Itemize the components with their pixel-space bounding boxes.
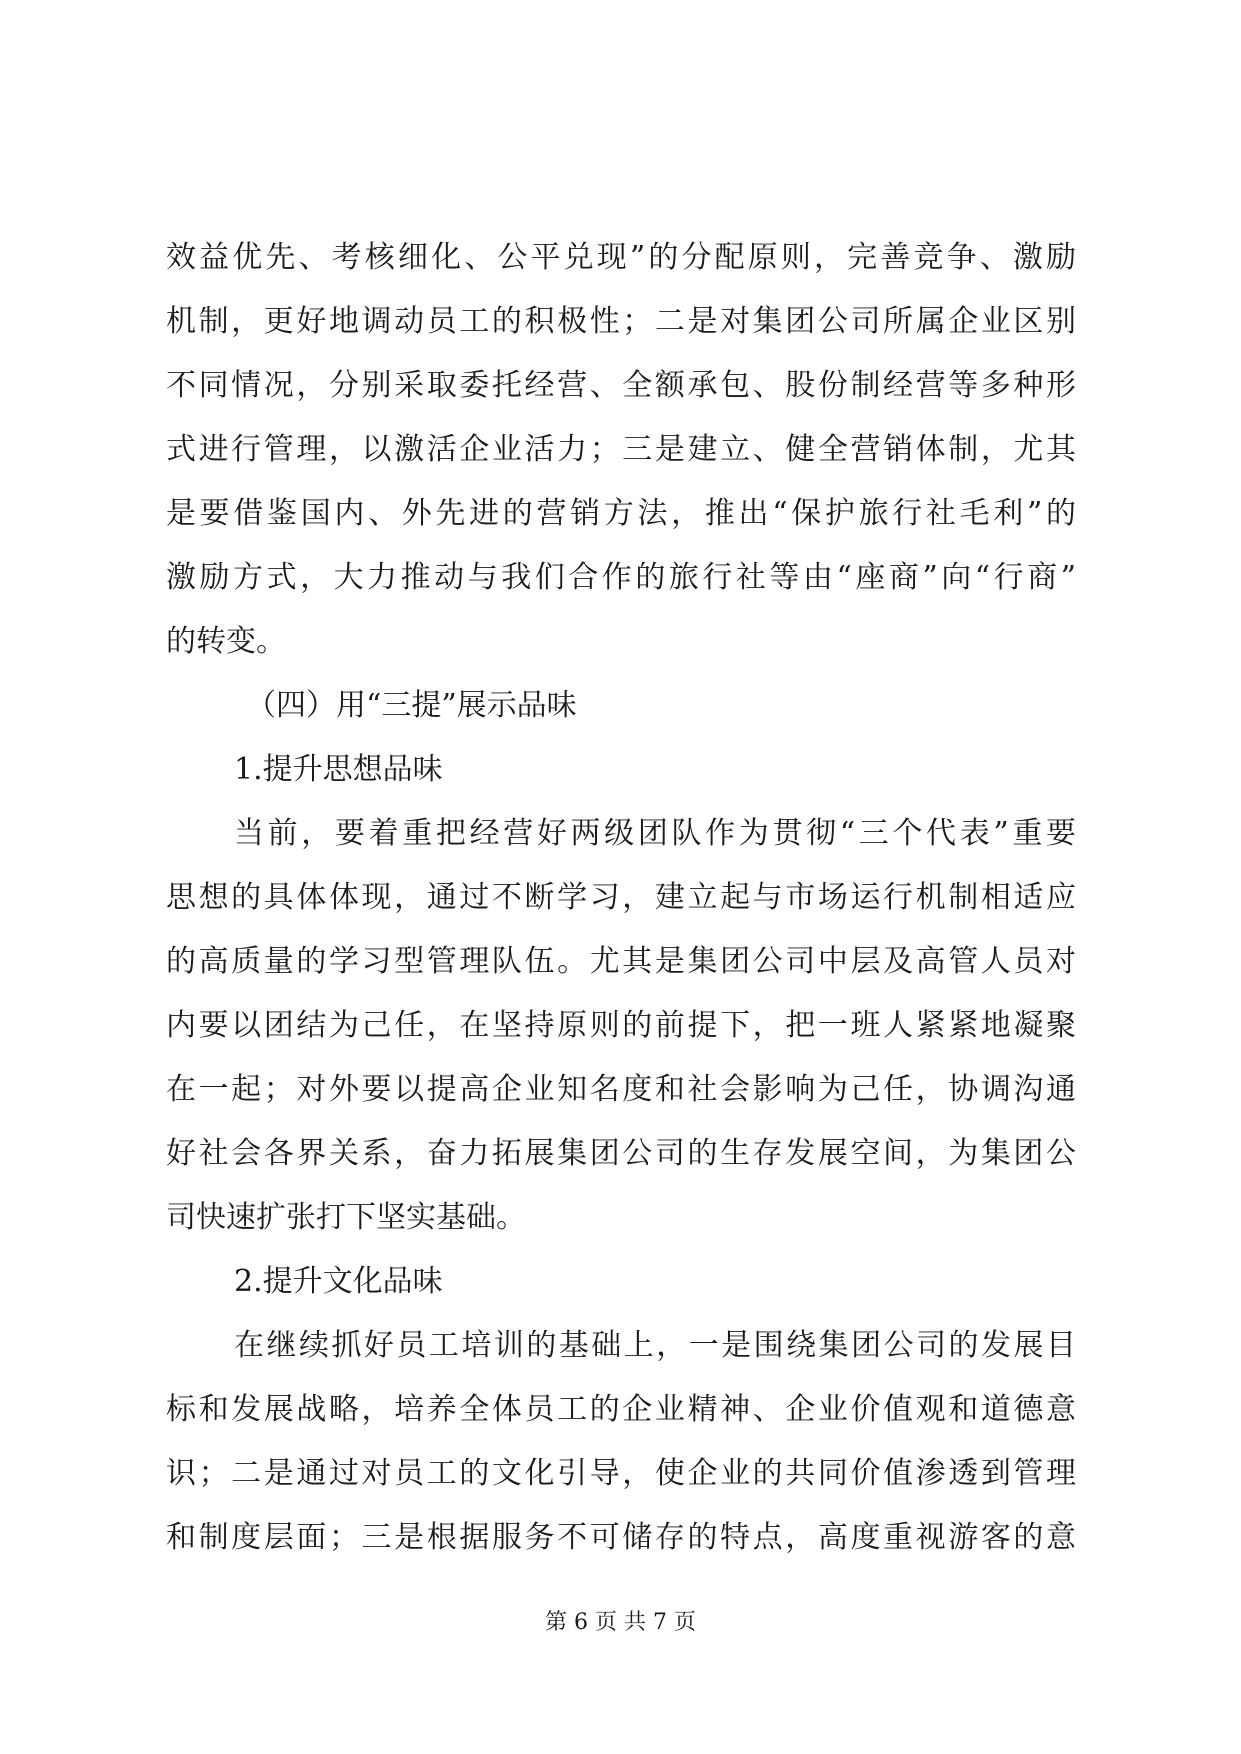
text-line: 式进行管理，以激活企业活力；三是建立、健全营销体制，尤其 — [166, 432, 1076, 467]
page-number-footer: 第 6 页 共 7 页 — [545, 1610, 696, 1635]
text-line: 不同情况，分别采取委托经营、全额承包、股份制经营等多种形 — [166, 368, 1076, 403]
text-line: 思想的具体体现，通过不断学习，建立起与市场运行机制相适应 — [166, 880, 1076, 915]
text-line: 的转变。 — [166, 624, 286, 659]
text-line: 司快速扩张打下坚实基础。 — [166, 1200, 526, 1235]
text-line: 的高质量的学习型管理队伍。尤其是集团公司中层及高管人员对 — [166, 944, 1076, 979]
subsection-heading: 1.提升思想品味 — [234, 752, 443, 787]
section-heading: （四）用“三提”展示品味 — [246, 688, 577, 723]
text-line: 激励方式，大力推动与我们合作的旅行社等由“座商”向“行商” — [166, 560, 1076, 595]
text-line: 效益优先、考核细化、公平兑现”的分配原则，完善竞争、激励 — [166, 240, 1076, 275]
text-line: 好社会各界关系，奋力拓展集团公司的生存发展空间，为集团公 — [166, 1136, 1076, 1171]
text-line: 是要借鉴国内、外先进的营销方法，推出“保护旅行社毛利”的 — [166, 496, 1076, 531]
document-body — [166, 226, 1076, 1570]
text-line: 在继续抓好员工培训的基础上，一是围绕集团公司的发展目 — [234, 1328, 1076, 1363]
text-line: 和制度层面；三是根据服务不可储存的特点，高度重视游客的意 — [166, 1520, 1076, 1555]
subsection-heading: 2.提升文化品味 — [234, 1264, 443, 1299]
text-line: 当前，要着重把经营好两级团队作为贯彻“三个代表”重要 — [234, 816, 1076, 851]
text-line: 内要以团结为己任，在坚持原则的前提下，把一班人紧紧地凝聚 — [166, 1008, 1076, 1043]
text-line: 在一起；对外要以提高企业知名度和社会影响为己任，协调沟通 — [166, 1072, 1076, 1107]
text-line: 识；二是通过对员工的文化引导，使企业的共同价值渗透到管理 — [166, 1456, 1076, 1491]
text-line: 标和发展战略，培养全体员工的企业精神、企业价值观和道德意 — [166, 1392, 1076, 1427]
text-line: 机制，更好地调动员工的积极性；二是对集团公司所属企业区别 — [166, 304, 1076, 339]
